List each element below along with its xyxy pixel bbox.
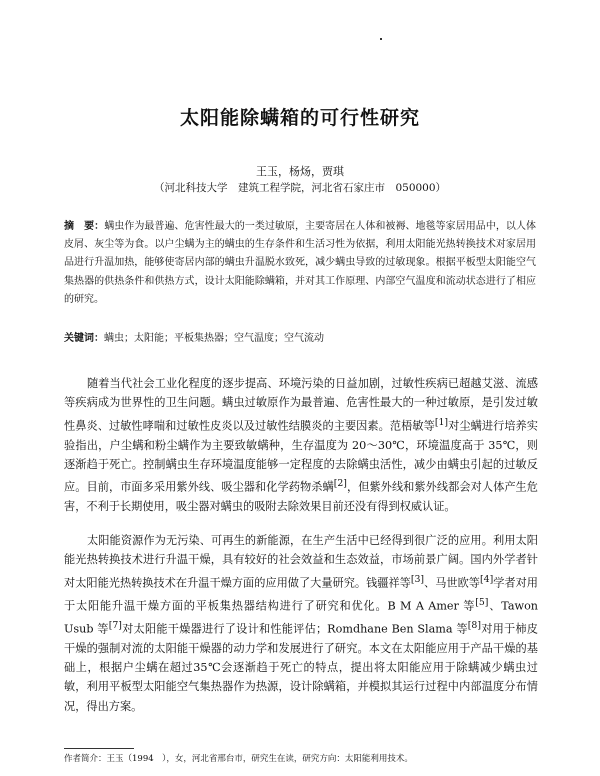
paragraph-1-part-a: 随着当代社会工业化程度的逐步提高、环境污染的日益加剧，过敏性疾病已超越艾滋、流感等疾病成为世界性的卫生问题。螨虫过敏原作为最普遍、危害性最大的一种过敏原，是引发过敏性鼻炎、过敏性哮喘和过敏性皮炎以及过敏性结膜炎的主要因素。范梧敏等 [64,377,538,433]
abstract-label: 摘 要： [64,221,105,232]
paragraph-2-part-f: 对用于柿皮干燥的强制对流的太阳能干燥器的动力学和发展进行了研究。本文在太阳能应用于产品干燥的基础上，根据户尘螨在超过35℃会逐渐趋于死亡的特点，提出将太阳能应用于除螨减少螨虫过敏，利用平板型太阳能空气集热器作为热源，设计除螨箱，并模拟其运行过程中内部温度分布情况，得出方案。 [64,622,538,713]
citation: [4] [480,573,494,585]
paragraph-2-part-b: 、马世欧等 [424,576,480,590]
keywords-text: 螨虫；太阳能；平板集热器；空气温度；空气流动 [104,333,324,344]
paragraph-1 [64,374,538,517]
citation: [5] [475,596,489,608]
author-list: 王玉，杨炀，贾琪 [256,165,344,178]
paragraph-2 [64,531,538,716]
paragraph-2-part-e: 对太阳能干燥器进行了设计和性能评估；Romdhane Ben Slama 等 [121,622,468,636]
author-footnote: 作者简介：王玉（1994 ），女，河北省邢台市，研究生在读，研究方向：太阳能利用技术。 [64,754,413,764]
keywords-label: 关键词： [64,333,104,344]
keywords [64,331,536,347]
footnote-divider [64,748,134,749]
paper-title: 太阳能除螨箱的可行性研究 [179,107,420,129]
abstract [64,218,536,309]
affiliation: （河北科技大学 建筑工程学院，河北省石家庄市 050000） [153,182,447,194]
citation: [2] [333,478,347,490]
paragraph-2-part-a: 太阳能资源作为无污染、可再生的新能源，在生产生活中已经得到很广泛的应用。利用太阳能光热转换技术进行升温干燥，具有较好的社会效益和生态效益，市场前景广阔。国内外学者针对太阳能光热转换技术在升温干燥方面的应用做了大量研究。钱疆祥等 [64,534,538,590]
scan-speck [380,38,382,40]
citation: [1] [434,416,449,428]
paragraph-1-part-c: ，但紫外线和紫外线都会对人体产生危害，不利于长期使用，吸尘器对螨虫的吸附去除效果目前还没有得到权威认证。 [64,480,538,514]
citation: [7] [108,619,122,631]
paragraph-2-part-c: 学者对用于太阳能升温干燥方面的平板集热器结构进行了研究和优化。B M A Amer 等 [64,576,538,613]
abstract-text: 螨虫作为最普遍、危害性最大的一类过敏原，主要寄居在人体和被褥、地毯等家居用品中，以人体皮屑、灰尘等为食。以户尘螨为主的螨虫的生存条件和生活习性为依据，利用太阳能光热转换技术对家居用品进行升温加热，能够使寄居内部的螨虫升温脱水致死，减少螨虫导致的过敏现象。根据平板型太阳能空气集热器的供热条件和供热方式，设计太阳能除螨箱，并对其工作原理、内部空气温度和流动状态进行了相应的研究。 [64,221,537,305]
paragraph-1-part-b: 对尘螨进行培养实验指出，户尘螨和粉尘螨作为主要致敏螨种，生存温度为 20～30℃，环境温度高于 35℃，则逐渐趋于死亡。控制螨虫生存环境温度能够一定程度的去除螨虫活性，减少由螨虫引起的过敏反应。目前，市面多采用紫外线、吸尘器和化学药物杀螨 [64,419,538,494]
citation: [8] [467,619,481,631]
paragraph-2-part-d: 、Tawon Usub 等 [64,599,539,636]
citation: [3] [410,573,425,585]
